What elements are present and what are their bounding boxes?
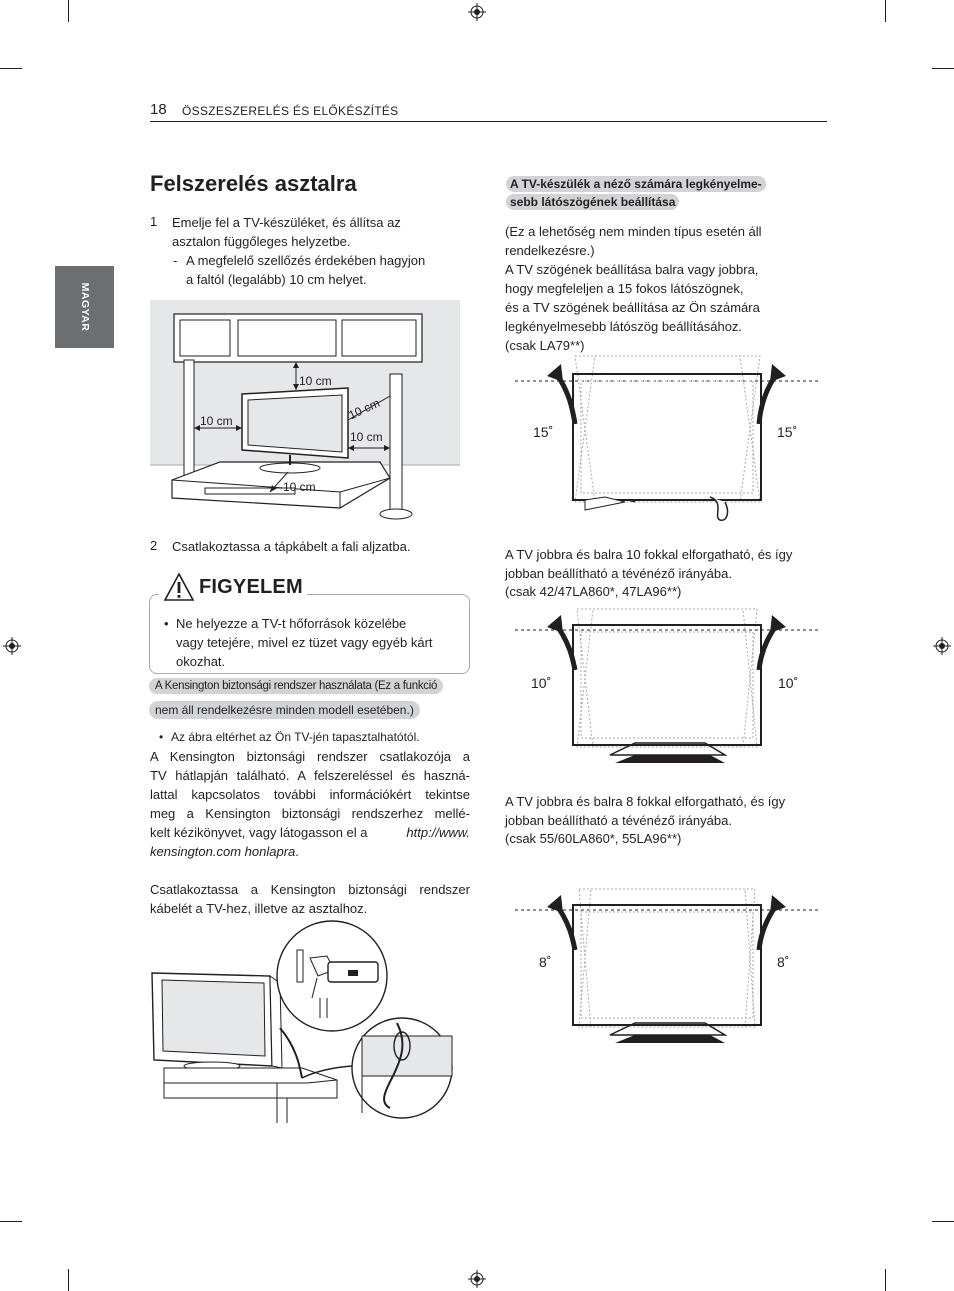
kensington-paragraph-line: TV hátlapján található. A felszereléssel és haszná- xyxy=(150,768,470,783)
crop-mark xyxy=(68,0,69,22)
crop-mark xyxy=(885,1269,886,1291)
crop-mark xyxy=(0,68,22,69)
sub-note-text: A megfelelő szellőzés érdekében hagyjon xyxy=(186,253,426,268)
clearance-label-right: 10 cm xyxy=(350,430,383,444)
caution-text: vagy tetejére, mivel ez tüzet vagy egyéb kárt xyxy=(176,635,433,650)
swivel-diagram-8 xyxy=(515,885,820,1050)
page-number: 18 xyxy=(150,101,167,118)
swivel-intro-line: A TV szögének beállítása balra vagy jobbra, xyxy=(505,262,759,277)
kensington-bullet: • xyxy=(159,730,164,744)
swivel-paragraph-line: (csak 42/47LA860*, 47LA96**) xyxy=(505,584,682,599)
crop-mark xyxy=(885,0,886,22)
swivel-intro-line: (csak LA79**) xyxy=(505,338,585,353)
kensington-paragraph-line xyxy=(150,842,299,861)
kensington-heading: A Kensington biztonsági rendszer használata (Ez a funkció xyxy=(149,678,443,694)
step-text: Emelje fel a TV-készüléket, és állítsa az xyxy=(172,215,401,230)
caution-label: FIGYELEM xyxy=(199,575,303,598)
crop-mark xyxy=(0,1221,22,1222)
swivel-angle-right: 10˚ xyxy=(778,675,799,691)
swivel-intro-line: hogy megfeleljen a 15 fokos látószögnek, xyxy=(505,281,744,296)
swivel-intro-line: (Ez a lehetőség nem minden típus esetén áll xyxy=(505,224,762,239)
caution-text: okozhat. xyxy=(176,654,226,669)
swivel-intro-line: rendelkezésre.) xyxy=(505,243,595,258)
warning-triangle-icon xyxy=(163,572,195,602)
kensington-lock-illustration xyxy=(152,918,462,1123)
swivel-angle-left: 15˚ xyxy=(533,424,554,440)
header-divider xyxy=(150,121,827,122)
kensington-url[interactable]: kensington.com honlapra xyxy=(150,844,296,859)
kensington-text: . xyxy=(295,844,299,859)
swivel-angle-right: 8˚ xyxy=(777,954,790,970)
clearance-label-top: 10 cm xyxy=(299,374,332,388)
registration-mark-icon xyxy=(468,1270,486,1288)
swivel-angle-left: 10˚ xyxy=(531,675,552,691)
caution-text: Ne helyezze a TV-t hőforrások közelébe xyxy=(176,616,407,631)
kensington-paragraph-line: Csatlakoztassa a Kensington biztonsági rendszer xyxy=(150,882,470,897)
caution-bullet: • xyxy=(164,616,169,631)
swivel-heading: A TV-készülék a néző számára legkényelme- xyxy=(506,176,766,192)
swivel-paragraph-line: A TV jobbra és balra 10 fokkal elforgatható, és így xyxy=(505,547,793,562)
kensington-paragraph-line: A Kensington biztonsági rendszer csatlakozója a xyxy=(150,749,470,764)
step-text: Csatlakoztassa a tápkábelt a fali aljzatba. xyxy=(172,539,411,554)
kensington-url[interactable]: http://www. xyxy=(406,825,470,840)
clearance-label-bottom: 10 cm xyxy=(283,480,316,494)
language-tab xyxy=(55,266,114,348)
sub-note-dash: - xyxy=(173,253,178,268)
kensington-text: kelt kézikönyvet, vagy látogasson el a xyxy=(150,825,368,840)
registration-mark-icon xyxy=(3,637,21,655)
caution-header xyxy=(159,570,307,604)
clearance-label-left: 10 cm xyxy=(200,414,233,428)
step-number: 2 xyxy=(150,538,158,553)
step-text: asztalon függőleges helyzetbe. xyxy=(172,234,351,249)
page-title: Felszerelés asztalra xyxy=(150,171,357,196)
swivel-angle-right: 15˚ xyxy=(777,424,798,440)
swivel-paragraph-line: jobban beállítható a tévénéző irányába. xyxy=(505,813,732,828)
kensington-paragraph-line: kábelét a TV-hez, illetve az asztalhoz. xyxy=(150,901,368,916)
section-title: ÖSSZESZERELÉS ÉS ELŐKÉSZÍTÉS xyxy=(182,104,399,118)
swivel-paragraph-line: A TV jobbra és balra 8 fokkal elforgatható, és így xyxy=(505,794,786,809)
swivel-intro-line: és a TV szögének beállítása az Ön számára xyxy=(505,300,760,315)
kensington-paragraph-line: meg a Kensington biztonsági rendszerhez mellé- xyxy=(150,806,470,821)
kensington-paragraph-line: lattal kapcsolatos további információkért tekintse xyxy=(150,787,470,802)
swivel-diagram-10 xyxy=(515,605,820,770)
sub-note-text: a faltól (legalább) 10 cm helyet. xyxy=(186,272,367,287)
language-tab-label: MAGYAR xyxy=(78,282,91,332)
swivel-heading: sebb látószögének beállítása xyxy=(506,194,679,210)
clearance-label-right-top: 10 cm xyxy=(346,395,382,423)
crop-mark xyxy=(68,1269,69,1291)
crop-mark xyxy=(932,1221,954,1222)
registration-mark-icon xyxy=(468,3,486,21)
swivel-paragraph-line: (csak 55/60LA860*, 55LA96**) xyxy=(505,831,682,846)
crop-mark xyxy=(932,68,954,69)
swivel-angle-left: 8˚ xyxy=(539,954,552,970)
swivel-intro-line: legkényelmesebb látószög beállításához. xyxy=(505,319,743,334)
kensington-note: Az ábra eltérhet az Ön TV-jén tapasztalhatótól. xyxy=(171,730,420,744)
kensington-heading: nem áll rendelkezésre minden modell esetében.) xyxy=(149,701,420,719)
step-number: 1 xyxy=(150,214,158,229)
swivel-paragraph-line: jobban beállítható a tévénéző irányába. xyxy=(505,566,732,581)
kensington-paragraph-line xyxy=(150,823,470,842)
registration-mark-icon xyxy=(933,637,951,655)
swivel-diagram-15 xyxy=(515,352,820,524)
